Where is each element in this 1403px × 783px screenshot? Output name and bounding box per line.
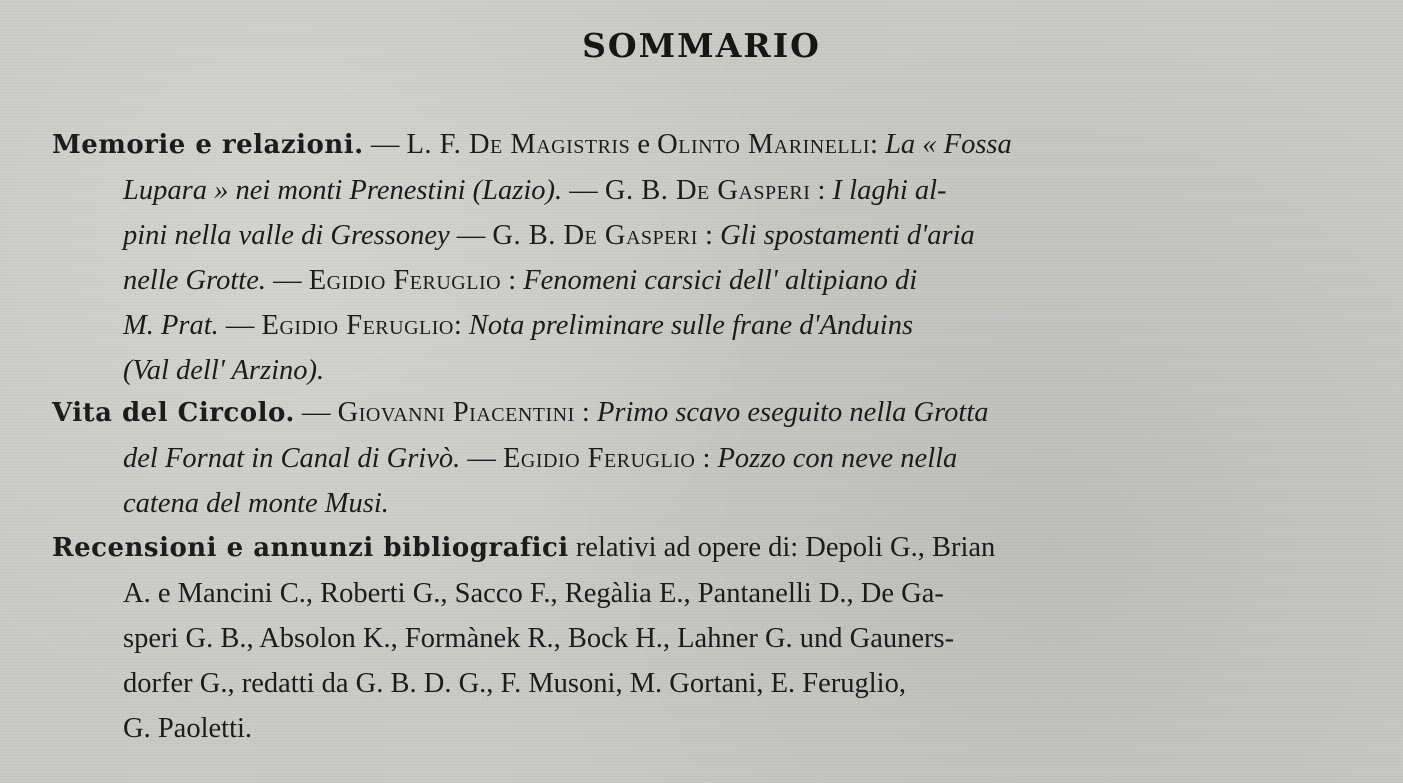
summary-entry-vita <box>52 390 1342 526</box>
entry-line <box>52 168 1342 213</box>
entry-line <box>52 122 1342 168</box>
article-title: Lupara » nei monti Prenestini (Lazio). <box>123 175 563 206</box>
entry-line <box>52 616 1342 661</box>
page-title: SOMMARIO <box>582 26 821 65</box>
author-name: Egidio Feruglio <box>261 310 454 341</box>
article-title: (Val dell' Arzino). <box>123 355 325 386</box>
entry-line <box>52 706 1342 751</box>
entry-text: — <box>266 265 309 296</box>
article-title: Gli spostamenti d'aria <box>720 220 975 251</box>
entry-text: — <box>363 129 407 160</box>
article-title: Nota preliminare sulle frane d'Anduins <box>468 310 914 341</box>
entry-text: : <box>695 443 718 474</box>
entry-text: — <box>562 175 605 206</box>
entry-line <box>52 525 1342 571</box>
article-title: Pozzo con neve nella <box>717 443 958 474</box>
entry-line <box>52 481 1342 526</box>
entry-text: : <box>453 310 469 341</box>
article-title: nelle Grotte. <box>123 265 266 296</box>
entry-text: : <box>501 265 524 296</box>
author-name: G. B. De Gasperi <box>492 220 698 251</box>
author-name: G. B. De Gasperi <box>604 175 811 206</box>
entry-line <box>52 348 1342 393</box>
entry-text: — <box>294 397 338 428</box>
article-title: catena del monte Musi. <box>123 488 389 519</box>
section-heading: Recensioni e annunzi bibliografici <box>52 533 569 563</box>
entry-line <box>52 303 1342 348</box>
entry-line <box>52 390 1342 436</box>
entry-text: : <box>574 397 597 428</box>
author-name: Olinto Marinelli <box>657 129 871 160</box>
entry-line <box>52 571 1342 616</box>
author-name: L. F. De Magistris <box>406 129 631 160</box>
entry-text: — <box>218 310 262 341</box>
entry-line <box>52 661 1342 706</box>
entry-line <box>52 213 1342 258</box>
entry-text: — <box>460 443 503 474</box>
article-title: I laghi al- <box>832 175 947 206</box>
article-title: La « Fossa <box>885 129 1012 160</box>
article-title: Fenomeni carsici dell' altipiano di <box>523 265 918 296</box>
author-name: Egidio Feruglio <box>503 443 696 474</box>
summary-entry-memorie <box>52 122 1342 393</box>
entry-text: — <box>449 220 493 251</box>
entry-line <box>52 258 1342 303</box>
entry-text: e <box>630 129 658 160</box>
article-title: pini nella valle di Gressoney <box>123 220 450 251</box>
section-heading: Memorie e relazioni. <box>52 130 364 160</box>
entry-text: : <box>697 220 721 251</box>
article-title: M. Prat. <box>123 310 219 341</box>
entry-text: G. Paoletti. <box>123 713 253 744</box>
entry-text: A. e Mancini C., Roberti G., Sacco F., Regàlia E., Pantanelli D., De Ga- <box>123 578 944 609</box>
entry-text: : <box>810 175 833 206</box>
entry-line <box>52 436 1342 481</box>
article-title: del Fornat in Canal di Grivò. <box>123 443 461 474</box>
author-name: Egidio Feruglio <box>308 265 502 296</box>
entry-text: dorfer G., redatti da G. B. D. G., F. Musoni, M. Gortani, E. Feruglio, <box>123 668 906 699</box>
section-heading: Vita del Circolo. <box>52 398 295 428</box>
entry-text: : <box>870 129 886 160</box>
summary-entry-recensioni <box>52 525 1342 751</box>
entry-text: relativi ad opere di: Depoli G., Brian <box>568 532 996 563</box>
article-title: Primo scavo eseguito nella Grotta <box>596 397 989 428</box>
author-name: Giovanni Piacentini <box>337 397 575 428</box>
entry-text: speri G. B., Absolon K., Formànek R., Bock H., Lahner G. und Gauners- <box>123 623 955 654</box>
